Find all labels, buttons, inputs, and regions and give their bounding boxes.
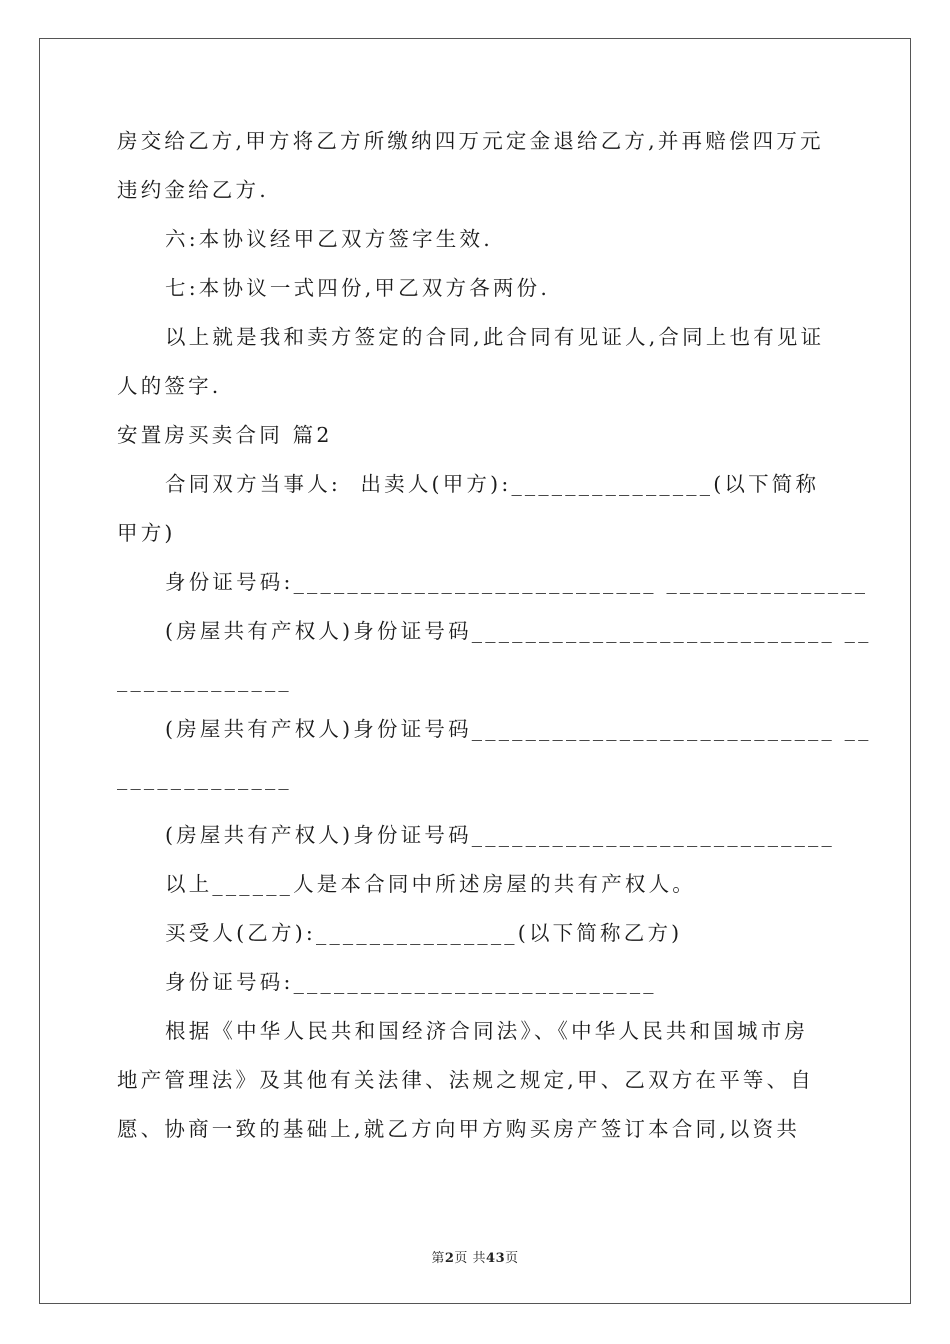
text-line-19: 根据《中华人民共和国经济合同法》、《中华人民共和国城市房 xyxy=(165,1019,809,1043)
text-line-20: 地产管理法》及其他有关法律、法规之规定,甲、乙双方在平等、自 xyxy=(117,1068,815,1092)
text-line-2: 违约金给乙方. xyxy=(117,178,269,202)
text-line-9: 甲方) xyxy=(117,521,176,545)
clause-seven: 七:本协议一式四份,甲乙双方各两份. xyxy=(165,276,551,300)
co-owner-id-field-2: (房屋共有产权人)身份证号码___________________________ __ xyxy=(165,717,872,741)
clause-six: 六:本协议经甲乙双方签字生效. xyxy=(165,227,493,251)
text-line-1: 房交给乙方,甲方将乙方所缴纳四万元定金退给乙方,并再赔偿四万元 xyxy=(117,129,824,153)
section-heading: 安置房买卖合同 篇2 xyxy=(117,423,333,447)
seller-id-field: 身份证号码:___________________________ _______________ xyxy=(165,570,869,594)
text-line-5: 以上就是我和卖方签定的合同,此合同有见证人,合同上也有见证 xyxy=(165,325,825,349)
footer-label-pre: 第 xyxy=(431,1251,445,1266)
text-line-6: 人的签字. xyxy=(117,374,222,398)
co-owner-id-field-1-cont: _____________ xyxy=(117,668,292,692)
buyer-field: 买受人(乙方):_______________(以下简称乙方) xyxy=(165,921,683,945)
page-footer xyxy=(0,1247,950,1266)
seller-field: 合同双方当事人: 出卖人(甲方):_______________(以下简称 xyxy=(165,472,820,496)
text-line-21: 愿、协商一致的基础上,就乙方向甲方购买房产签订本合同,以资共 xyxy=(117,1117,801,1141)
co-owner-id-field-3: (房屋共有产权人)身份证号码___________________________ xyxy=(165,823,835,847)
co-owner-count-line: 以上______人是本合同中所述房屋的共有产权人。 xyxy=(165,872,696,896)
co-owner-id-field-2-cont: _____________ xyxy=(117,766,292,790)
buyer-id-field: 身份证号码:___________________________ xyxy=(165,970,657,994)
footer-label-post: 页 xyxy=(505,1251,519,1266)
footer-label-mid: 页 共 xyxy=(454,1251,487,1266)
page-number: 2 xyxy=(444,1251,455,1266)
total-pages: 43 xyxy=(486,1251,506,1266)
co-owner-id-field-1: (房屋共有产权人)身份证号码___________________________ __ xyxy=(165,619,872,643)
